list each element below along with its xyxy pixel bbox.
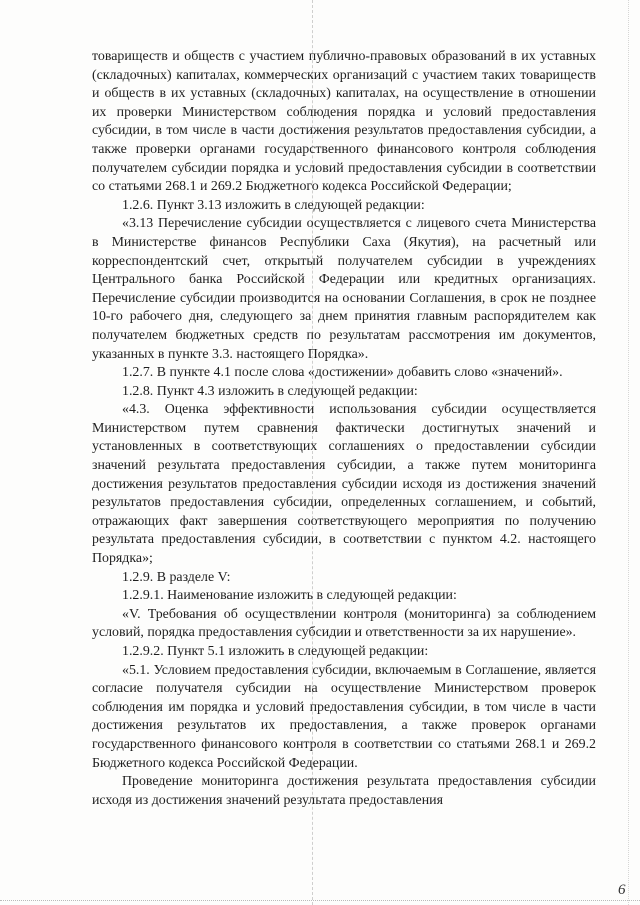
paragraph-item-1-2-8: 1.2.8. Пункт 4.3 изложить в следующей редакции: xyxy=(122,383,418,399)
page-number: 6 xyxy=(618,882,626,898)
paragraph-continuation: товариществ и обществ с участием публично-правовых образований в их уставных (складочных) капиталах, коммерческих организаций с участием таких товариществ и обществ в их уставных (складочных) капиталах, на осуществление в отношении их проверки Министерством соблюдения порядка и условий предоставления субсидии, в том числе в части достижения результатов предоставления субсидии, а также проверки органами государственного финансового контроля соблюдения получателем субсидии порядка и условий предоставления субсидии в соответствии со статьями 268.1 и 269.2 Бюджетного кодекса Российской Федерации; xyxy=(92,49,596,195)
paragraph-item-1-2-9-2: 1.2.9.2. Пункт 5.1 изложить в следующей редакции: xyxy=(122,644,429,659)
paragraph-item-1-2-6: 1.2.6. Пункт 3.13 изложить в следующей редакции: xyxy=(122,197,425,213)
paragraph-quote-4-3: «4.3. Оценка эффективности использования субсидии осуществляется Министерством путем сравнения фактически достигнутых значений и установленных в соответствующих соглашениях о предоставлении субсидии значений результата предоставления субсидии, а также путем мониторинга достижения результатов предоставления субсидии исходя из достижения значений результатов предоставления субсидии, определенных соглашением, и событий, отражающих факт завершения соответствующего мероприятия по получению результата предоставления субсидии, в соответствии с пунктом 4.2. настоящего Порядка»; xyxy=(92,402,596,567)
paragraph-item-1-2-9-1: 1.2.9.1. Наименование изложить в следующей редакции: xyxy=(122,588,457,604)
scan-bottom-line xyxy=(0,900,640,901)
paragraph-quote-section-v: «V. Требования об осуществлении контроля (мониторинга) за соблюдением условий, порядка предоставления субсидии и ответственности за их нарушение». xyxy=(92,606,596,641)
paragraph-item-1-2-7: 1.2.7. В пункте 4.1 после слова «достижении» добавить слово «значений». xyxy=(122,365,563,381)
paragraph-quote-3-13: «3.13 Перечисление субсидии осуществляется с лицевого счета Министерства в Министерстве финансов Республики Саха (Якутия), на расчетный или корреспондентский счет, открытый получателем субсидии в учреждениях Центрального банка Российской Федерации или кредитных организациях. Перечисление субсидии производится на основании Соглашения, в срок не позднее 10-го рабочего дня, следующего за днем принятия главным распорядителем как получателем бюджетных средств по результатам рассмотрения им документов, указанных в пункте 3.3. настоящего Порядка». xyxy=(92,216,596,362)
paragraph-monitoring: Проведение мониторинга достижения результата предоставления субсидии исходя из достижения значений результата предоставления xyxy=(92,774,596,808)
scan-edge-line xyxy=(628,0,629,905)
paragraph-quote-5-1: «5.1. Условием предоставления субсидии, включаемым в Соглашение, является согласие получателя субсидии на осуществление Министерством проверок соблюдения им порядка и условий предоставления субсидии, в том числе в части достижения результатов их предоставления, а также проверок органами государственного финансового контроля в соответствии со статьями 268.1 и 269.2 Бюджетного кодекса Российской Федерации. xyxy=(92,662,596,771)
document-body xyxy=(92,48,596,810)
paragraph-item-1-2-9: 1.2.9. В разделе V: xyxy=(122,569,231,585)
